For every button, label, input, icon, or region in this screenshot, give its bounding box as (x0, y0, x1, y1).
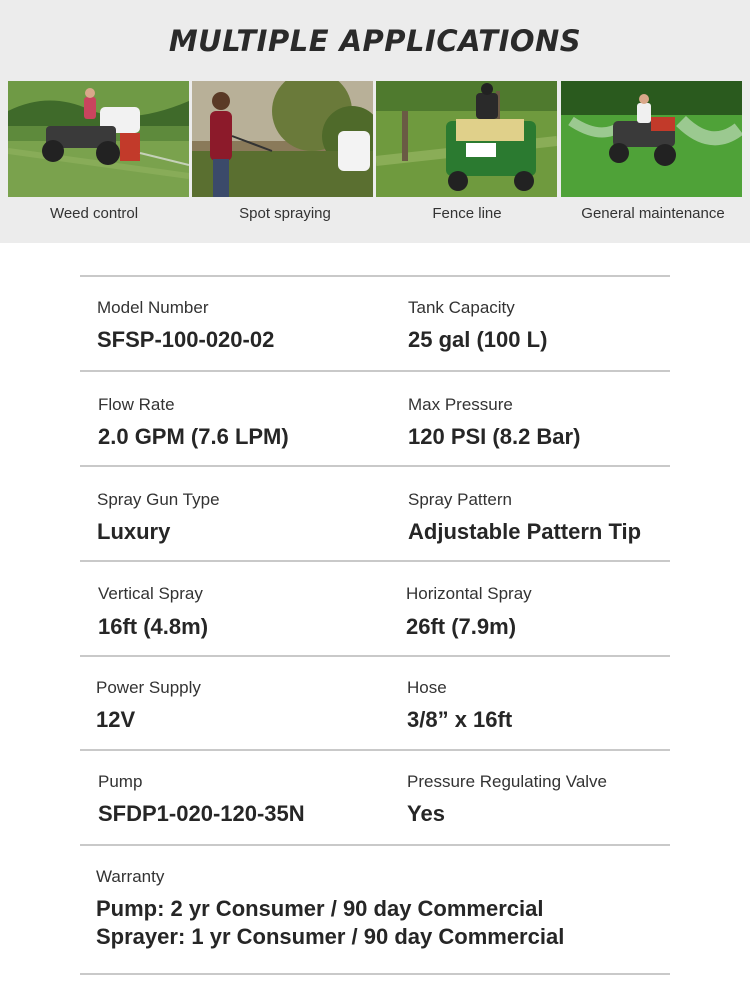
spec-value: 120 PSI (8.2 Bar) (408, 424, 581, 449)
atv-lawn-spraying-photo (561, 81, 742, 197)
spec-label: Pressure Regulating Valve (407, 772, 608, 791)
spec-value: 16ft (4.8m) (98, 614, 209, 639)
spec-label: Max Pressure (408, 395, 513, 414)
divider (80, 655, 670, 657)
page-title: MULTIPLE APPLICATIONS (168, 24, 582, 58)
utv-fence-line-photo (376, 81, 557, 197)
caption-spot-spraying: Spot spraying (239, 205, 331, 222)
spec-value: 26ft (7.9m) (406, 614, 517, 639)
spec-value: 2.0 GPM (7.6 LPM) (98, 424, 289, 449)
spec-label: Spray Pattern (408, 490, 512, 509)
spec-label: Spray Gun Type (97, 490, 220, 509)
divider (80, 560, 670, 562)
caption-weed-control: Weed control (49, 205, 139, 222)
spec-value: SFDP1-020-120-35N (98, 801, 305, 826)
spec-value: 12V (96, 707, 136, 732)
spec-label: Hose (407, 678, 447, 697)
spec-label: Vertical Spray (98, 584, 203, 603)
spec-label: Tank Capacity (408, 298, 515, 317)
spec-value: Adjustable Pattern Tip (408, 519, 642, 544)
spec-value: SFSP-100-020-02 (97, 327, 275, 352)
spec-value: 25 gal (100 L) (408, 327, 548, 352)
caption-fence-line: Fence line (432, 205, 502, 222)
spec-value: Yes (407, 801, 445, 826)
spec-label: Power Supply (96, 678, 201, 697)
divider (80, 749, 670, 751)
warranty-line: Sprayer: 1 yr Consumer / 90 day Commercial (96, 924, 565, 949)
woman-spot-spraying-photo (192, 81, 373, 197)
spec-label: Pump (98, 772, 143, 791)
spec-label: Horizontal Spray (406, 584, 532, 603)
spec-label: Model Number (97, 298, 209, 317)
warranty-label: Warranty (96, 867, 165, 886)
atv-sprayer-field-photo (8, 81, 189, 197)
spec-value: Luxury (97, 519, 171, 544)
spec-label: Flow Rate (98, 395, 175, 414)
divider (80, 973, 670, 975)
caption-general-maintenance: General maintenance (581, 205, 725, 222)
warranty-line: Pump: 2 yr Consumer / 90 day Commercial (96, 896, 544, 921)
spec-value: 3/8” x 16ft (407, 707, 513, 732)
divider (80, 844, 670, 846)
divider (80, 370, 670, 372)
divider (80, 465, 670, 467)
divider (80, 275, 670, 277)
